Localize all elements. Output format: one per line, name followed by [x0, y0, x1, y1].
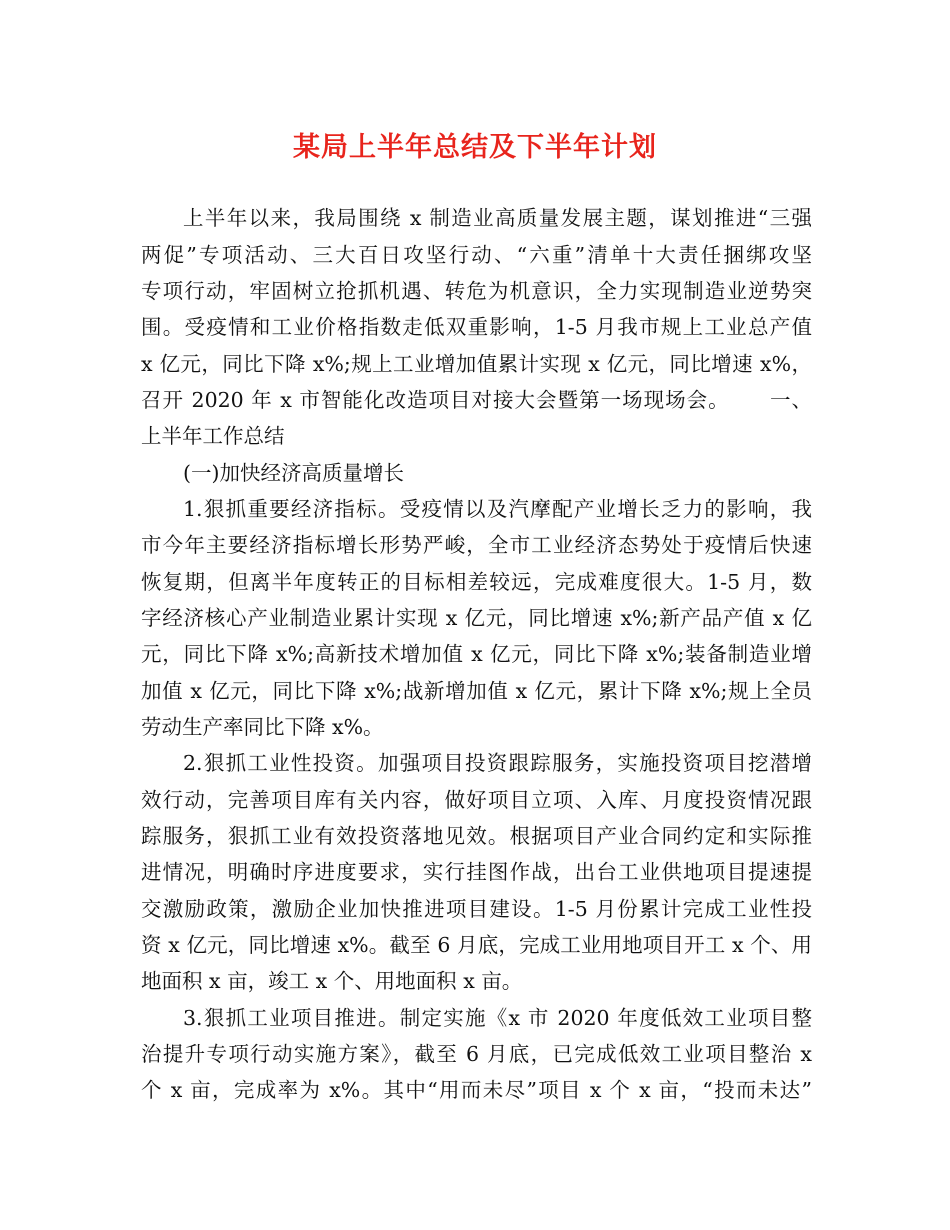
- text-line: 市今年主要经济指标增长形势严峻，全市工业经济态势处于疫情后快速: [141, 533, 812, 557]
- text-line: 恢复期，但离半年度转正的目标相差较远，完成难度很大。1-5 月，数: [141, 570, 812, 594]
- text-line: 治提升专项行动实施方案》，截至 6 月底，已完成低效工业项目整治 x: [141, 1042, 812, 1066]
- text-line: 资 x 亿元，同比增速 x%。截至 6 月底，完成工业用地项目开工 x 个、用: [141, 933, 812, 957]
- text-line: 交激励政策，激励企业加快推进项目建设。1-5 月份累计完成工业性投: [141, 897, 812, 921]
- text-line: 专项行动，牢固树立抢抓机遇、转危为机意识，全力实现制造业逆势突: [141, 279, 812, 303]
- subsection-heading: (一)加快经济高质量增长: [183, 461, 404, 485]
- text-line: 元，同比下降 x%;高新技术增加值 x 亿元，同比下降 x%;装备制造业增: [141, 642, 812, 666]
- text-line: x 亿元，同比下降 x%;规上工业增加值累计实现 x 亿元，同比增速 x%，: [141, 352, 812, 376]
- text-line: 两促”专项活动、三大百日攻坚行动、“六重”清单十大责任捆绑攻坚: [141, 243, 812, 267]
- text-line: 地面积 x 亩，竣工 x 个、用地面积 x 亩。: [141, 969, 523, 993]
- text-line: 召开 2020 年 x 市智能化改造项目对接大会暨第一场现场会。 一、: [141, 388, 812, 412]
- text-line: 进情况，明确时序进度要求，实行挂图作战，出台工业供地项目提速提: [141, 860, 812, 884]
- text-line: 个 x 亩，完成率为 x%。其中“用而未尽”项目 x 个 x 亩，“投而未达”: [141, 1078, 812, 1102]
- text-line: 3.狠抓工业项目推进。制定实施《x 市 2020 年度低效工业项目整: [183, 1006, 812, 1030]
- text-line: 字经济核心产业制造业累计实现 x 亿元，同比增速 x%;新产品产值 x 亿: [141, 606, 812, 630]
- text-line: 2.狠抓工业性投资。加强项目投资跟踪服务，实施投资项目挖潜增: [183, 751, 812, 775]
- text-line: 踪服务，狠抓工业有效投资落地见效。根据项目产业合同约定和实际推: [141, 824, 812, 848]
- text-line: 加值 x 亿元，同比下降 x%;战新增加值 x 亿元，累计下降 x%;规上全员: [141, 679, 812, 703]
- text-line: 效行动，完善项目库有关内容，做好项目立项、入库、月度投资情况跟: [141, 788, 812, 812]
- section-heading: 上半年工作总结: [141, 424, 285, 448]
- text-line: 劳动生产率同比下降 x%。: [141, 715, 384, 739]
- text-line: 上半年以来，我局围绕 x 制造业高质量发展主题，谋划推进“三强: [183, 206, 812, 230]
- document-title: 某局上半年总结及下半年计划: [293, 132, 657, 163]
- text-line: 围。受疫情和工业价格指数走低双重影响，1-5 月我市规上工业总产值: [141, 315, 812, 339]
- text-line: 1.狠抓重要经济指标。受疫情以及汽摩配产业增长乏力的影响，我: [183, 497, 812, 521]
